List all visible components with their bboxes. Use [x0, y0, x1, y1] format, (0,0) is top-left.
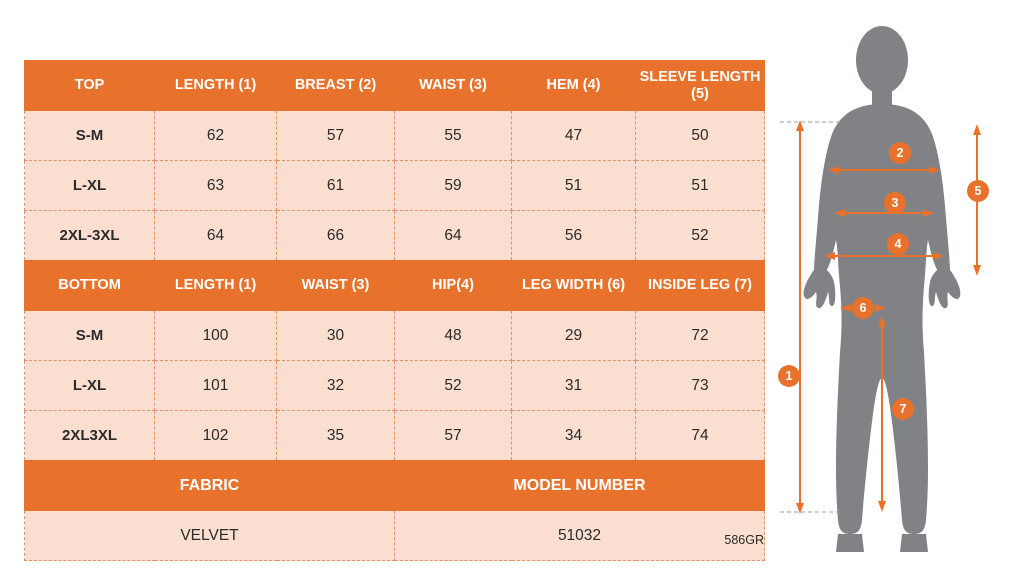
column-header-sleeve-length-5: SLEEVE LENGTH (5): [636, 61, 765, 111]
column-header-waist-3-bottom: WAIST (3): [277, 261, 395, 311]
table-row: [25, 361, 765, 411]
cell-top-l-xl-length: 63: [155, 161, 277, 211]
column-header-length-1: LENGTH (1): [155, 61, 277, 111]
row-label-bottom-l-xl: L-XL: [25, 361, 155, 411]
cell-bottom-2xl-inside-leg: 74: [636, 411, 765, 461]
cell-bottom-2xl-leg-width: 34: [512, 411, 636, 461]
table-row: [25, 161, 765, 211]
measurement-badge-3: 3: [884, 192, 906, 214]
cell-bottom-s-m-inside-leg: 72: [636, 311, 765, 361]
cell-bottom-s-m-hip: 48: [395, 311, 512, 361]
column-header-hem-4: HEM (4): [512, 61, 636, 111]
column-header-bottom: BOTTOM: [25, 261, 155, 311]
cell-top-2xl-sleeve: 52: [636, 211, 765, 261]
cell-top-2xl-length: 64: [155, 211, 277, 261]
cell-top-2xl-waist: 64: [395, 211, 512, 261]
cell-bottom-s-m-leg-width: 29: [512, 311, 636, 361]
female-silhouette-diagram: [770, 0, 1024, 575]
cell-bottom-l-xl-length: 101: [155, 361, 277, 411]
cell-top-s-m-waist: 55: [395, 111, 512, 161]
model-number-header: MODEL NUMBER: [395, 461, 765, 511]
row-label-top-l-xl: L-XL: [25, 161, 155, 211]
cell-top-2xl-hem: 56: [512, 211, 636, 261]
cell-top-2xl-breast: 66: [277, 211, 395, 261]
cell-top-s-m-breast: 57: [277, 111, 395, 161]
cell-bottom-l-xl-waist: 32: [277, 361, 395, 411]
table-row: [25, 411, 765, 461]
cell-top-l-xl-waist: 59: [395, 161, 512, 211]
table-footer-value-row: [25, 511, 765, 561]
row-label-bottom-2xl3xl: 2XL3XL: [25, 411, 155, 461]
measurement-badge-6: 6: [852, 297, 874, 319]
cell-bottom-2xl-hip: 57: [395, 411, 512, 461]
cell-bottom-s-m-length: 100: [155, 311, 277, 361]
cell-top-l-xl-hem: 51: [512, 161, 636, 211]
measurement-badge-7: 7: [892, 398, 914, 420]
cell-top-s-m-sleeve: 50: [636, 111, 765, 161]
table-row: [25, 211, 765, 261]
measurement-figure-panel: [770, 0, 1024, 575]
cell-bottom-l-xl-leg-width: 31: [512, 361, 636, 411]
cell-bottom-2xl-length: 102: [155, 411, 277, 461]
column-header-breast-2: BREAST (2): [277, 61, 395, 111]
column-header-leg-width-6: LEG WIDTH (6): [512, 261, 636, 311]
cell-bottom-l-xl-inside-leg: 73: [636, 361, 765, 411]
cell-bottom-2xl-waist: 35: [277, 411, 395, 461]
row-label-top-2xl-3xl: 2XL-3XL: [25, 211, 155, 261]
table-footer-header-row: [25, 461, 765, 511]
column-header-inside-leg-7: INSIDE LEG (7): [636, 261, 765, 311]
measurement-badge-1: 1: [778, 365, 800, 387]
product-code-label: 586GR: [724, 533, 764, 547]
cell-bottom-l-xl-hip: 52: [395, 361, 512, 411]
cell-top-s-m-length: 62: [155, 111, 277, 161]
size-chart-table: [24, 60, 765, 561]
column-header-length-1-bottom: LENGTH (1): [155, 261, 277, 311]
measurement-badge-4: 4: [887, 233, 909, 255]
row-label-bottom-s-m: S-M: [25, 311, 155, 361]
fabric-header: FABRIC: [25, 461, 395, 511]
cell-bottom-s-m-waist: 30: [277, 311, 395, 361]
row-label-top-s-m: S-M: [25, 111, 155, 161]
model-number-value: 51032: [395, 511, 765, 561]
column-header-hip-4: HIP(4): [395, 261, 512, 311]
fabric-value: VELVET: [25, 511, 395, 561]
table-row: [25, 311, 765, 361]
measurement-badge-2: 2: [889, 142, 911, 164]
measurement-badge-5: 5: [967, 180, 989, 202]
table-header-row-top: [25, 61, 765, 111]
cell-top-l-xl-sleeve: 51: [636, 161, 765, 211]
table-row: [25, 111, 765, 161]
cell-top-l-xl-breast: 61: [277, 161, 395, 211]
column-header-top: TOP: [25, 61, 155, 111]
column-header-waist-3: WAIST (3): [395, 61, 512, 111]
table-header-row-bottom: [25, 261, 765, 311]
cell-top-s-m-hem: 47: [512, 111, 636, 161]
